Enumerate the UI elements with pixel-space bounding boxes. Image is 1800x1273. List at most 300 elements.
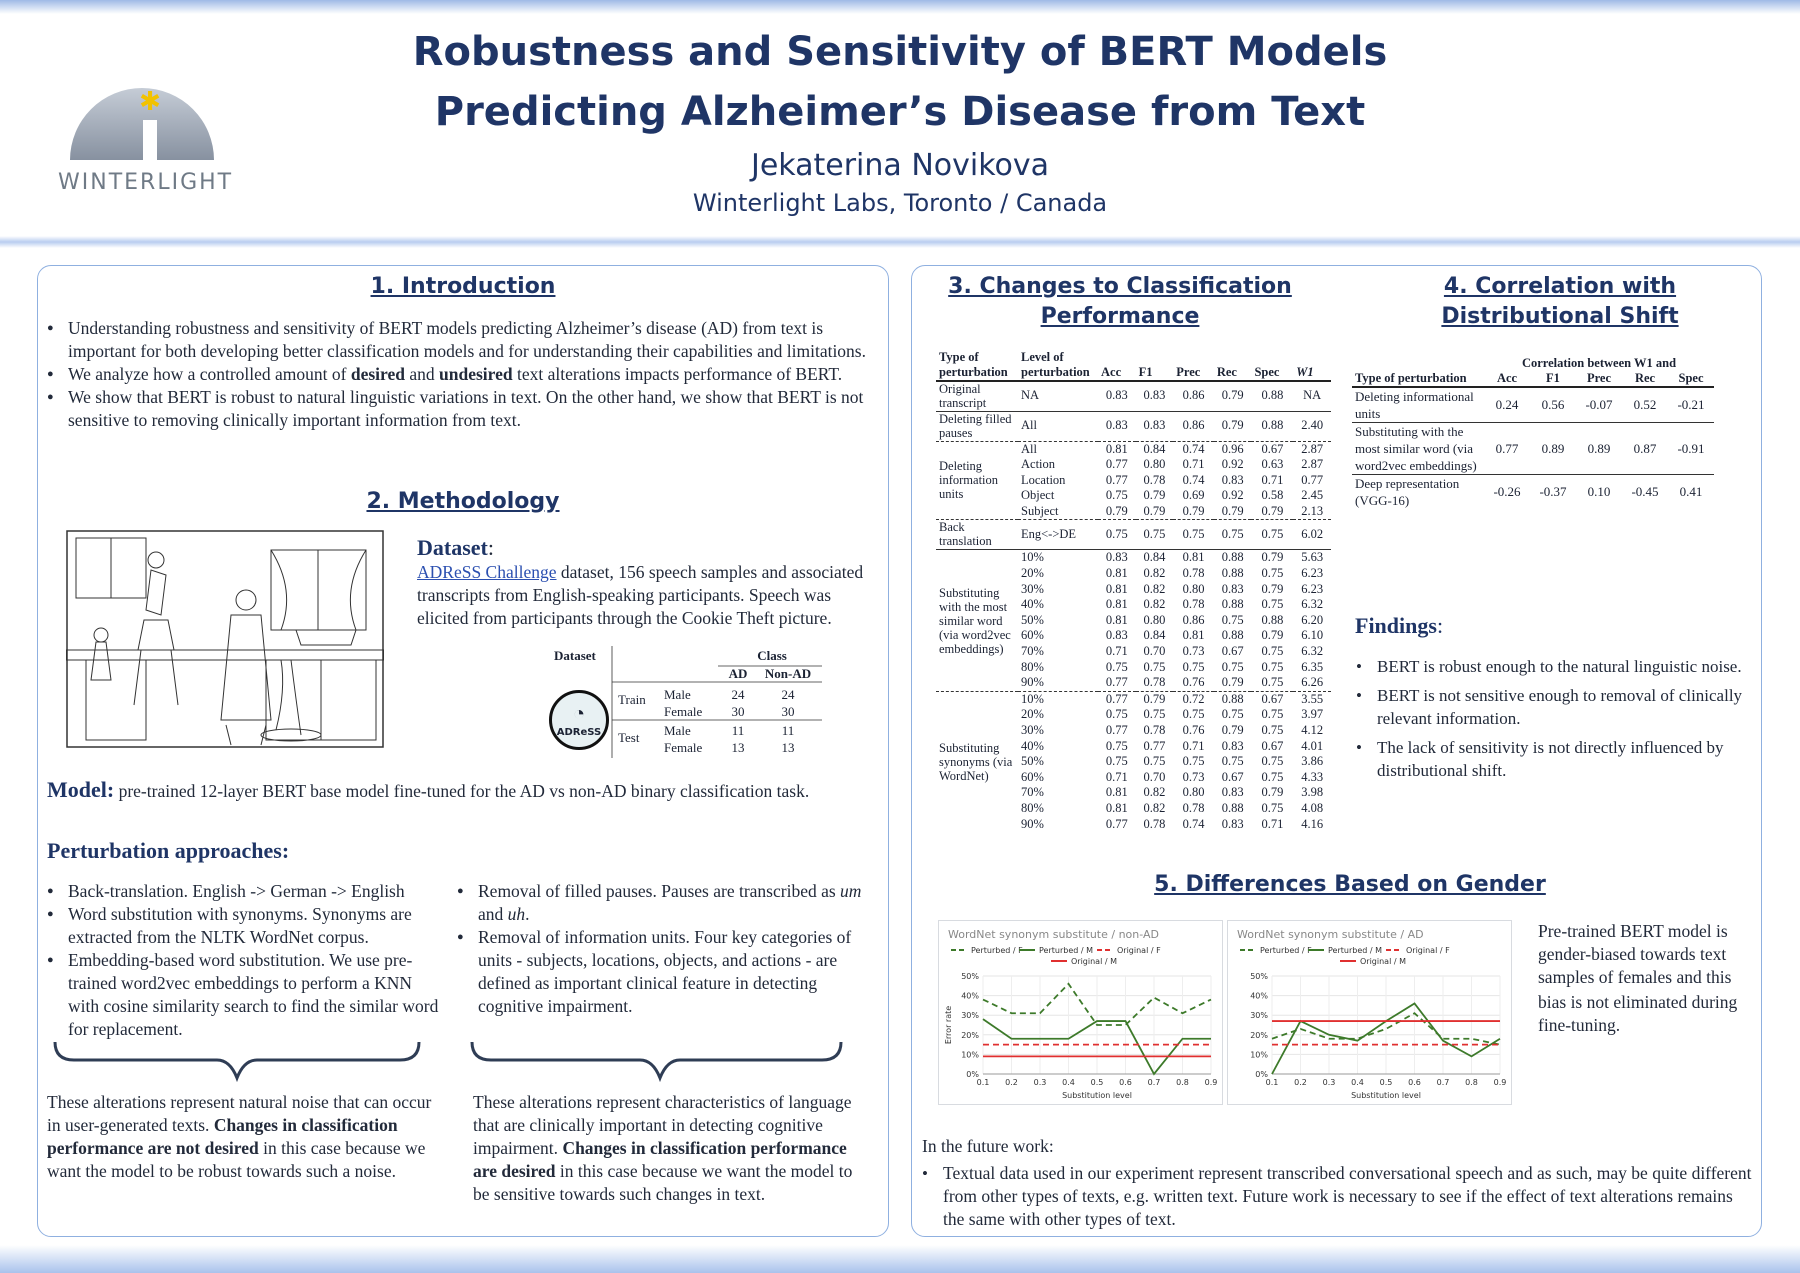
metric-cell: 0.83	[1221, 472, 1244, 487]
y-tick-label: 20%	[1250, 1030, 1268, 1040]
level-cell: 70%	[1021, 785, 1044, 800]
correlation-table	[1352, 356, 1714, 509]
col-corr-group: Correlation between W1 and	[1521, 356, 1677, 370]
finding-item: • BERT is robust enough to the natural linguistic noise.	[1356, 655, 1751, 678]
metric-cell: 0.79	[1143, 691, 1166, 706]
metric-cell: 0.75	[1182, 707, 1205, 722]
metric-cell: 0.77	[1301, 472, 1324, 487]
level-cell: 10%	[1021, 550, 1044, 565]
metric-cell: 0.79	[1182, 503, 1205, 518]
adress-badge-text: ADReSS	[556, 727, 602, 738]
metric-cell: 0.75	[1261, 527, 1284, 542]
intro-bullet: ● Understanding robustness and sensitivity of BERT models predicting Alzheimer’s disease (AD) from text is important for both developing better classification models and for understanding their capabilities and limitations.	[47, 317, 882, 363]
metric-cell: 0.77	[1105, 472, 1128, 487]
metric-cell: 0.80	[1143, 612, 1166, 627]
perturbation-left-list	[47, 880, 447, 1041]
metric-cell: 0.74	[1182, 441, 1205, 456]
level-cell: 70%	[1021, 644, 1044, 659]
y-tick-label: 40%	[961, 991, 979, 1001]
metric-cell: 0.88	[1221, 691, 1244, 706]
metric-cell: 0.79	[1221, 388, 1244, 403]
perturbation-heading: Perturbation approaches:	[47, 838, 290, 863]
y-tick-label: 40%	[1250, 991, 1268, 1001]
poster-header	[300, 22, 1500, 217]
x-tick-label: 0.9	[1493, 1078, 1507, 1087]
metric-cell: 0.71	[1261, 816, 1284, 831]
gender-cell: Male	[664, 687, 691, 702]
intro-bullets	[47, 317, 882, 432]
gender-cell: Female	[664, 704, 703, 719]
metric-cell: 0.88	[1221, 550, 1244, 565]
y-tick-label: 10%	[1250, 1050, 1268, 1060]
y-tick-label: 10%	[961, 1050, 979, 1060]
metric-cell: 6.32	[1301, 597, 1324, 612]
metric-cell: 0.82	[1143, 597, 1166, 612]
metric-cell: 0.58	[1261, 488, 1284, 503]
intro-heading: 1. Introduction	[370, 274, 556, 299]
metric-cell: 0.77	[1105, 723, 1128, 737]
level-cell: 20%	[1021, 566, 1044, 581]
top-band	[0, 0, 1800, 14]
corr-col-header: Spec	[1678, 371, 1704, 385]
gender-cells	[664, 686, 702, 756]
metric-cell: 0.83	[1221, 581, 1244, 596]
x-tick-label: 0.3	[1322, 1078, 1336, 1087]
metric-cell: 0.84	[1143, 628, 1166, 643]
metric-cell: 0.88	[1221, 597, 1244, 612]
level-cell: 60%	[1021, 628, 1044, 643]
table-row	[1352, 475, 1714, 510]
corr-col-header: Prec	[1586, 371, 1612, 385]
perturbation-right-list	[457, 880, 882, 1018]
x-tick-label: 0.3	[1033, 1078, 1047, 1087]
corr-value-cell: -0.45	[1631, 484, 1659, 500]
legend-label: Original / F	[1117, 946, 1161, 955]
dataset-table	[546, 646, 822, 758]
metric-cell: 0.92	[1221, 457, 1244, 472]
right-conclusion-text: These alterations represent characteristics of language that are clinically important in detecting cognitive impairment.	[473, 1092, 852, 1158]
corr-value-cell: -0.91	[1677, 440, 1705, 456]
metric-cell: 0.75	[1143, 659, 1166, 674]
col-rec: Rec	[1216, 365, 1237, 379]
perturbation-item: ● Removal of information units. Four key categories of units - subjects, locations, objects, and actions - are defined as important clinical feature in detecting cognitive impairment.	[457, 926, 882, 1018]
metric-cell: 0.63	[1261, 457, 1284, 472]
metric-cell: 0.75	[1182, 527, 1205, 542]
metric-cell: 0.79	[1261, 628, 1284, 643]
metric-cell: 2.13	[1301, 503, 1324, 518]
header-divider	[0, 236, 1800, 248]
level-cell: 50%	[1021, 612, 1044, 627]
author: Jekaterina Novikova	[750, 148, 1050, 183]
metric-cell: 2.40	[1301, 418, 1324, 433]
metric-cell: 0.78	[1143, 723, 1166, 737]
metric-cell: 3.98	[1301, 785, 1324, 800]
ad-cells	[718, 686, 758, 756]
metric-cell: 0.77	[1105, 816, 1128, 831]
adress-challenge-link[interactable]: ADReSS Challenge	[417, 562, 557, 582]
metric-cell: 0.81	[1105, 581, 1128, 596]
corr-type-cell: Deep representation (VGG-16)	[1355, 476, 1460, 508]
x-tick-label: 0.7	[1436, 1078, 1450, 1087]
metric-cell: 0.75	[1105, 659, 1128, 674]
correlation-heading: 4. Correlation with Distributional Shift	[1441, 274, 1679, 329]
col-prec: Prec	[1176, 365, 1201, 379]
x-tick-label: 0.8	[1465, 1078, 1478, 1087]
metric-cell: 0.77	[1105, 457, 1128, 472]
chart-title: WordNet synonym substitute / AD	[1237, 928, 1424, 941]
metric-cell: 0.71	[1105, 644, 1128, 659]
col-f1: F1	[1138, 365, 1153, 379]
metric-cell: 6.10	[1301, 628, 1324, 643]
metric-cell: 0.81	[1182, 550, 1205, 565]
y-tick-label: 30%	[961, 1011, 979, 1021]
bottom-band	[0, 1245, 1800, 1273]
nonad-col-header: Non-AD	[764, 666, 812, 681]
legend-label: Perturbed / M	[1328, 946, 1383, 955]
metric-cell: 0.75	[1261, 659, 1284, 674]
metric-cell: 0.88	[1221, 628, 1244, 643]
logo-text: WINTERLIGHT	[58, 170, 234, 195]
metric-cell: 0.81	[1105, 800, 1128, 815]
metric-cell: 0.75	[1221, 527, 1244, 542]
metric-cell: 0.80	[1182, 785, 1205, 800]
metric-cell: 0.73	[1182, 769, 1205, 784]
metric-cell: 0.75	[1261, 800, 1284, 815]
corr-value-cell: 0.89	[1587, 440, 1611, 456]
y-tick-label: 50%	[961, 972, 979, 981]
gender-note-a: Pre-trained BERT model is gender-biased towards text samples of females and this	[1538, 921, 1732, 987]
legend-label: Perturbed / M	[1039, 946, 1094, 955]
metric-cell: 0.83	[1105, 388, 1128, 403]
metric-cell: 0.74	[1182, 816, 1205, 831]
metric-cell: 0.71	[1182, 738, 1205, 753]
level-cell: 40%	[1021, 597, 1044, 612]
metric-cell: 0.96	[1221, 441, 1244, 456]
metric-cell: 0.88	[1261, 418, 1284, 433]
metric-cell: 0.80	[1182, 581, 1205, 596]
level-cell: 20%	[1021, 707, 1044, 722]
corr-value-cell: 0.52	[1633, 397, 1657, 413]
level-cell: 30%	[1021, 581, 1044, 596]
nonad-count: 13	[781, 740, 795, 755]
gender-cell: Male	[664, 723, 691, 738]
metric-cell: 0.75	[1221, 754, 1244, 769]
metric-cell: 6.26	[1301, 675, 1324, 690]
corr-col-header: Acc	[1496, 371, 1518, 385]
metric-cell: 0.71	[1261, 472, 1284, 487]
left-conclusion-text: These alterations represent natural noise that can occur in user-generated texts.	[47, 1092, 432, 1135]
metric-cell: 0.84	[1143, 441, 1166, 456]
left-conclusion-text-end: in this case because we want the model to be robust towards such a noise.	[47, 1138, 426, 1181]
y-tick-label: 0%	[1255, 1070, 1268, 1079]
svg-text:✱: ✱	[139, 87, 161, 117]
metric-cell: 0.75	[1143, 527, 1166, 542]
right-conclusion	[473, 1091, 873, 1206]
perturbation-type-cell: Substituting with the most similar word (via word2vec embeddings)	[936, 550, 1018, 691]
metric-cell: 6.20	[1301, 612, 1324, 627]
metric-cell: 0.78	[1182, 566, 1205, 581]
legend-label: Perturbed / F	[1260, 946, 1312, 955]
col-type: Type of perturbation	[939, 350, 1008, 379]
metric-cell: 0.78	[1143, 675, 1166, 690]
metric-cell: 0.77	[1143, 738, 1166, 753]
metric-cell: 0.75	[1143, 707, 1166, 722]
metric-cell: 6.23	[1301, 566, 1324, 581]
legend-label: Original / M	[1071, 957, 1117, 966]
gender-note	[1538, 920, 1738, 1037]
corr-value-cell: -0.21	[1677, 397, 1705, 413]
split-test: Test	[618, 730, 640, 745]
correlation-table-body	[1352, 387, 1714, 509]
metric-cell: 0.76	[1182, 675, 1205, 690]
level-cell: All	[1021, 418, 1037, 433]
corr-value-cell: -0.37	[1539, 484, 1567, 500]
nonad-count: 24	[781, 687, 795, 702]
y-tick-label: 50%	[1250, 972, 1268, 981]
x-tick-label: 0.9	[1204, 1078, 1218, 1087]
metric-cell: 0.79	[1221, 503, 1244, 518]
x-tick-label: 0.1	[976, 1078, 990, 1087]
metric-cell: 0.81	[1105, 566, 1128, 581]
table-row	[936, 441, 1331, 457]
level-cell: Object	[1021, 488, 1055, 503]
intro-bullet: ● We show that BERT is robust to natural linguistic variations in text. On the other hand, we show that BERT is not sensitive to removing clinically important information from text.	[47, 386, 882, 432]
metric-cell: 0.67	[1221, 769, 1244, 784]
future-work-item: • Textual data used in our experiment represent transcribed conversational speech and as such, may be quite different from other types of texts, e.g. written text. Future work is necessary to see if the effect of text alterations remains the same with other types of text.	[922, 1162, 1752, 1231]
metric-cell: 0.82	[1143, 566, 1166, 581]
metric-cell: 0.83	[1143, 418, 1166, 433]
metric-cell: 0.80	[1143, 457, 1166, 472]
level-cell: 90%	[1021, 675, 1044, 690]
metric-cell: 0.79	[1221, 675, 1244, 690]
x-tick-label: 0.1	[1265, 1078, 1279, 1087]
metric-cell: 0.75	[1182, 754, 1205, 769]
x-tick-label: 0.5	[1379, 1078, 1393, 1087]
y-tick-label: 20%	[961, 1030, 979, 1040]
gender-heading: 5. Differences Based on Gender	[1154, 872, 1546, 897]
metric-cell: 0.82	[1143, 581, 1166, 596]
metric-cell: 0.75	[1105, 738, 1128, 753]
intro-bullet: ● We analyze how a controlled amount of desired and undesired text alterations impacts performance of BERT.	[47, 363, 882, 386]
chart-nonad	[938, 920, 1223, 1105]
metric-cell: 0.74	[1182, 472, 1205, 487]
metric-cell: 0.92	[1221, 488, 1244, 503]
perturbation-type-cell: Back translation	[936, 520, 1018, 550]
table-row	[936, 691, 1331, 707]
level-cell: All	[1021, 441, 1037, 456]
chart-nonad-svg	[939, 921, 1222, 1104]
level-cell: 30%	[1021, 723, 1044, 737]
level-cell: Location	[1021, 472, 1066, 487]
model-block	[47, 778, 882, 803]
metric-cell: 0.79	[1221, 418, 1244, 433]
y-tick-label: 0%	[966, 1070, 979, 1079]
col-level: Level of perturbation	[1021, 350, 1090, 379]
metric-cell: 0.81	[1105, 612, 1128, 627]
metric-cell: 0.67	[1261, 691, 1284, 706]
metric-cell: 4.12	[1301, 723, 1324, 737]
perturbation-type-cell: Original transcript	[936, 381, 1018, 411]
legend-label: Original / M	[1360, 957, 1406, 966]
right-conclusion-text-end: in this case because we want the model to be sensitive towards such changes in text.	[473, 1161, 853, 1204]
left-conclusion	[47, 1091, 442, 1183]
right-conclusion-emphasis: Changes in classification performance are desired	[473, 1138, 847, 1181]
metric-cell: 0.73	[1182, 644, 1205, 659]
metric-cell: 0.79	[1261, 550, 1284, 565]
metric-cell: 2.45	[1301, 488, 1324, 503]
metric-cell: 0.67	[1261, 738, 1284, 753]
metric-cell: 0.79	[1105, 503, 1128, 518]
perturbation-item: ● Word substitution with synonyms. Synonyms are extracted from the NLTK WordNet corpus.	[47, 903, 447, 949]
corr-value-cell: 0.41	[1679, 484, 1703, 500]
model-description: pre-trained 12-layer BERT base model fine-tuned for the AD vs non-AD binary classification task.	[114, 781, 810, 801]
table-row	[936, 411, 1331, 441]
metric-cell: 4.33	[1301, 769, 1324, 784]
metric-cell: 0.84	[1143, 550, 1166, 565]
legend-label: Perturbed / F	[971, 946, 1023, 955]
methodology-heading: 2. Methodology	[366, 489, 560, 514]
metric-cell: 0.88	[1261, 388, 1284, 403]
title-line-1: Robustness and Sensitivity of BERT Models	[412, 29, 1388, 75]
level-cell: 60%	[1021, 769, 1044, 784]
metric-cell: 0.81	[1105, 597, 1128, 612]
model-label: Model:	[47, 777, 115, 802]
finding-item: • The lack of sensitivity is not directly influenced by distributional shift.	[1356, 736, 1751, 782]
metric-cell: 0.70	[1143, 769, 1166, 784]
metric-cell: 5.63	[1301, 550, 1324, 565]
table-row	[936, 381, 1331, 411]
metric-cell: 0.79	[1261, 581, 1284, 596]
x-tick-label: 0.5	[1090, 1078, 1104, 1087]
ad-count: 13	[731, 740, 745, 755]
x-axis-label: Substitution level	[1351, 1091, 1421, 1100]
metric-cell: 6.32	[1301, 644, 1324, 659]
col-spec: Spec	[1254, 365, 1280, 379]
ad-col-header: AD	[728, 666, 748, 681]
perturbation-type-cell: Deleting information units	[936, 441, 1018, 520]
x-tick-label: 0.7	[1147, 1078, 1161, 1087]
metric-cell: 3.55	[1301, 691, 1324, 706]
x-tick-label: 0.6	[1408, 1078, 1421, 1087]
level-cell: 80%	[1021, 800, 1044, 815]
table-row	[1352, 387, 1714, 423]
metric-cell: 0.71	[1182, 457, 1205, 472]
metric-cell: 0.81	[1105, 785, 1128, 800]
adress-badge-icon: ◔ ADReSS	[549, 690, 609, 750]
findings-heading: Findings:	[1355, 613, 1444, 638]
level-cell: 40%	[1021, 738, 1044, 753]
metric-cell: 0.86	[1182, 612, 1205, 627]
table-row	[1352, 423, 1714, 475]
changes-heading: 3. Changes to Classification Performance	[948, 274, 1292, 329]
metric-cell: 0.83	[1105, 418, 1128, 433]
metric-cell: 0.76	[1182, 723, 1205, 737]
level-cell: NA	[1021, 388, 1040, 403]
metric-cell: 0.83	[1105, 628, 1128, 643]
cookie-theft-picture-icon	[66, 530, 384, 748]
level-cell: 10%	[1021, 691, 1044, 706]
col-w1: W1	[1296, 365, 1314, 379]
metric-cell: 0.81	[1182, 628, 1205, 643]
corr-col-header: F1	[1546, 371, 1560, 385]
corr-value-cell: 0.24	[1495, 397, 1519, 413]
metric-cell: 0.83	[1221, 785, 1244, 800]
legend-label: Original / F	[1406, 946, 1450, 955]
metric-cell: 3.97	[1301, 707, 1324, 722]
nonad-count: 30	[781, 704, 795, 719]
metric-cell: 0.88	[1221, 800, 1244, 815]
metric-cell: 6.02	[1301, 527, 1324, 542]
metric-cell: 0.75	[1221, 659, 1244, 674]
split-train: Train	[618, 692, 646, 707]
y-tick-label: 30%	[1250, 1011, 1268, 1021]
col-acc: Acc	[1101, 365, 1122, 379]
metric-cell: 0.75	[1105, 707, 1128, 722]
nonad-cells	[758, 686, 818, 756]
metric-cell: 0.83	[1221, 738, 1244, 753]
classification-table-body	[936, 381, 1331, 832]
left-conclusion-emphasis: Changes in classification performance are not desired	[47, 1115, 398, 1158]
x-tick-label: 0.4	[1062, 1078, 1075, 1087]
level-cell: 90%	[1021, 816, 1044, 831]
corr-type-cell: Deleting informational units	[1355, 389, 1474, 421]
corr-value-cell: 0.56	[1541, 397, 1565, 413]
ad-count: 30	[731, 704, 745, 719]
metric-cell: 3.86	[1301, 754, 1324, 769]
x-tick-label: 0.2	[1294, 1078, 1307, 1087]
metric-cell: 0.75	[1261, 723, 1284, 737]
ad-count: 11	[731, 723, 745, 738]
corr-value-cell: 0.87	[1633, 440, 1657, 456]
corr-value-cell: 0.10	[1587, 484, 1611, 500]
level-cell: Eng<->DE	[1021, 527, 1077, 542]
level-cell: Action	[1021, 457, 1056, 472]
class-col-header: Class	[757, 648, 787, 663]
metric-cell: 0.75	[1221, 707, 1244, 722]
metric-cell: 0.82	[1143, 800, 1166, 815]
metric-cell: 0.79	[1221, 723, 1244, 737]
perturbation-type-cell: Substituting synonyms (via WordNet)	[939, 740, 1013, 783]
corr-type-cell: Substituting with the most similar word (via word2vec embeddings)	[1355, 424, 1477, 473]
x-axis-label: Substitution level	[1062, 1091, 1132, 1100]
metric-cell: 0.86	[1182, 418, 1205, 433]
metric-cell: 0.79	[1261, 503, 1284, 518]
metric-cell: NA	[1303, 388, 1322, 403]
metric-cell: 6.35	[1301, 659, 1324, 674]
perturbation-item: ● Back-translation. English -> German -> English	[47, 880, 447, 903]
corr-value-cell: 0.77	[1495, 440, 1519, 456]
dataset-block: Dataset: ADReSS Challenge dataset, 156 speech samples and associated transcripts from English-speaking participants. Speech was elicited from participants through the Cookie Theft picture.	[417, 535, 864, 628]
y-axis-label: Error rate	[944, 1005, 953, 1045]
metric-cell: 0.83	[1221, 816, 1244, 831]
metric-cell: 0.75	[1105, 488, 1128, 503]
metric-cell: 4.16	[1301, 816, 1324, 831]
metric-cell: 6.23	[1301, 581, 1324, 596]
chart-title: WordNet synonym substitute / non-AD	[948, 928, 1159, 941]
metric-cell: 0.67	[1261, 441, 1284, 456]
metric-cell: 0.75	[1261, 566, 1284, 581]
metric-cell: 0.75	[1261, 707, 1284, 722]
classification-performance-table	[936, 350, 1331, 832]
metric-cell: 2.87	[1301, 457, 1324, 472]
level-cell: 80%	[1021, 659, 1044, 674]
metric-cell: 0.83	[1105, 550, 1128, 565]
metric-cell: 0.75	[1143, 754, 1166, 769]
metric-cell: 4.01	[1301, 738, 1324, 753]
metric-cell: 0.75	[1261, 769, 1284, 784]
metric-cell: 0.82	[1143, 785, 1166, 800]
level-cell: Subject	[1021, 503, 1059, 518]
